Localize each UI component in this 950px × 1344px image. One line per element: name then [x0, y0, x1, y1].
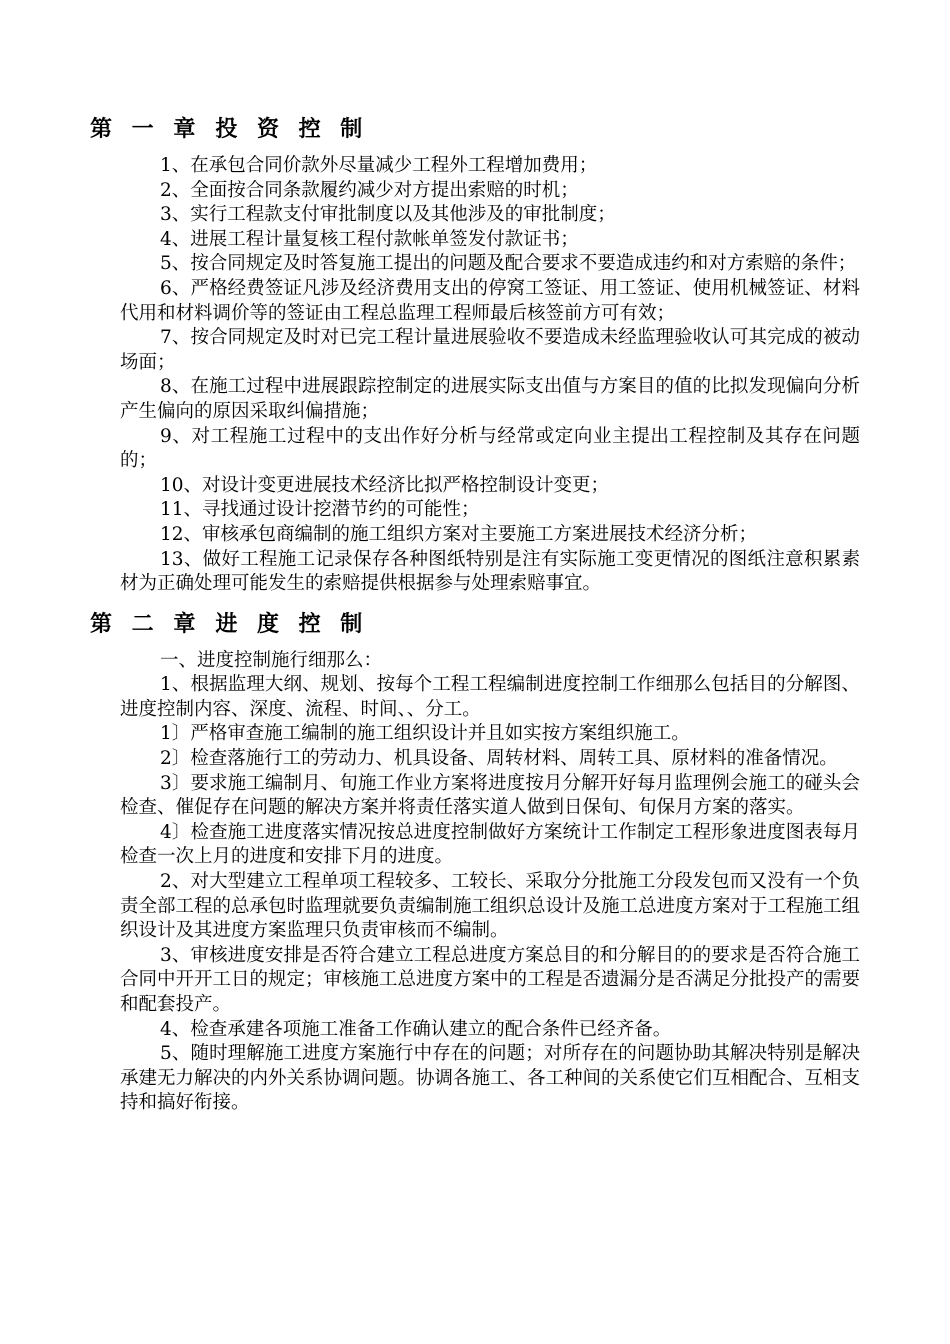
chapter-1-number: 第 一 章 — [90, 117, 202, 142]
paragraph: 9、对工程施工过程中的支出作好分析与经常或定向业主提出工程控制及其存在问题的； — [120, 425, 860, 472]
chapter-1-name: 投 资 控 制 — [215, 117, 369, 142]
chapter-2-number: 第 二 章 — [90, 611, 202, 637]
chapter-2-body — [120, 649, 860, 1116]
paragraph: 8、在施工过程中进展跟踪控制定的进展实际支出值与方案目的值的比拟发现偏向分析产生偏向的原因采取纠偏措施； — [120, 376, 860, 422]
paragraph: 1、在承包合同价款外尽量减少工程外工程增加费用； — [160, 155, 598, 176]
chapter-1-title — [90, 110, 860, 150]
chapter-1-body — [120, 154, 860, 597]
paragraph: 1、根据监理大纲、规划、按每个工程工程编制进度控制工作细那么包括目的分解图、进度控制内容、深度、流程、时间、、分工。 — [120, 674, 860, 720]
paragraph: 13、做好工程施工记录保存各种图纸特别是注有实际施工变更情况的图纸注意积累素材为正确处理可能发生的索赔提供根据参与处理索赔事宜。 — [120, 548, 860, 595]
paragraph: 7、按合同规定及时对已完工程计量进展验收不要造成未经监理验收认可其完成的被动场面； — [120, 327, 860, 373]
paragraph: 1〕严格审查施工编制的施工组织设计并且如实按方案组织施工。 — [160, 723, 690, 745]
paragraph: 一、进度控制施行细那么： — [160, 649, 383, 671]
paragraph: 3〕要求施工编制月、旬施工作业方案将进度按月分解开好每月监理例会施工的碰头会检查、催促存在问题的解决方案并将责任落实道人做到日保旬、旬保月方案的落实。 — [120, 772, 860, 819]
paragraph: 6、严格经费签证凡涉及经济费用支出的停窝工签证、用工签证、使用机械签证、材料代用和材料调价等的签证由工程总监理工程师最后核签前方可有效； — [120, 277, 860, 324]
document-page — [90, 110, 861, 1116]
paragraph: 5、随时理解施工进度方案施行中存在的问题；对所存在的问题协助其解决特别是解决承建无力解决的内外关系协调问题。协调各施工、各工种间的关系使它们互相配合、互相支持和搞好衔接。 — [120, 1043, 861, 1114]
paragraph: 4〕检查施工进度落实情况按总进度控制做好方案统计工作制定工程形象进度图表每月检查一次上月的进度和安排下月的进度。 — [120, 821, 860, 868]
chapter-2-title — [90, 605, 860, 645]
chapter-2-name: 进 度 控 制 — [215, 611, 369, 637]
paragraph: 4、检查承建各项施工准备工作确认建立的配合条件已经齐备。 — [160, 1018, 672, 1040]
paragraph: 3、实行工程款支付审批制度以及其他涉及的审批制度； — [160, 204, 616, 226]
paragraph: 12、审核承包商编制的施工组织方案对主要施工方案进展技术经济分析； — [160, 523, 758, 545]
paragraph: 2〕检查落施行工的劳动力、机具设备、周转材料、周转工具、原材料的准备情况。 — [160, 748, 838, 770]
paragraph: 2、对大型建立工程单项工程较多、工较长、采取分分批施工分段发包而又没有一个负责全部工程的总承包时监理就要负责编制施工组织总设计及施工总进度方案对于工程施工组织设计及其进度方案监理只负责审核而不编制。 — [120, 871, 861, 942]
paragraph: 5、按合同规定及时答复施工提出的问题及配合要求不要造成违约和对方索赔的条件； — [160, 253, 857, 275]
paragraph: 2、全面按合同条款履约减少对方提出索赔的时机； — [160, 179, 579, 201]
paragraph: 11、寻找通过设计挖潜节约的可能性； — [160, 499, 480, 521]
paragraph: 10、对设计变更进展技术经济比拟严格控制设计变更； — [160, 474, 610, 496]
paragraph: 3、审核进度安排是否符合建立工程总进度方案总目的和分解目的的要求是否符合施工合同中开开工日的规定；审核施工总进度方案中的工程是否遗漏分是否满足分批投产的需要和配套投产。 — [120, 944, 861, 1015]
paragraph: 4、进展工程计量复核工程付款帐单签发付款证书； — [160, 228, 579, 250]
